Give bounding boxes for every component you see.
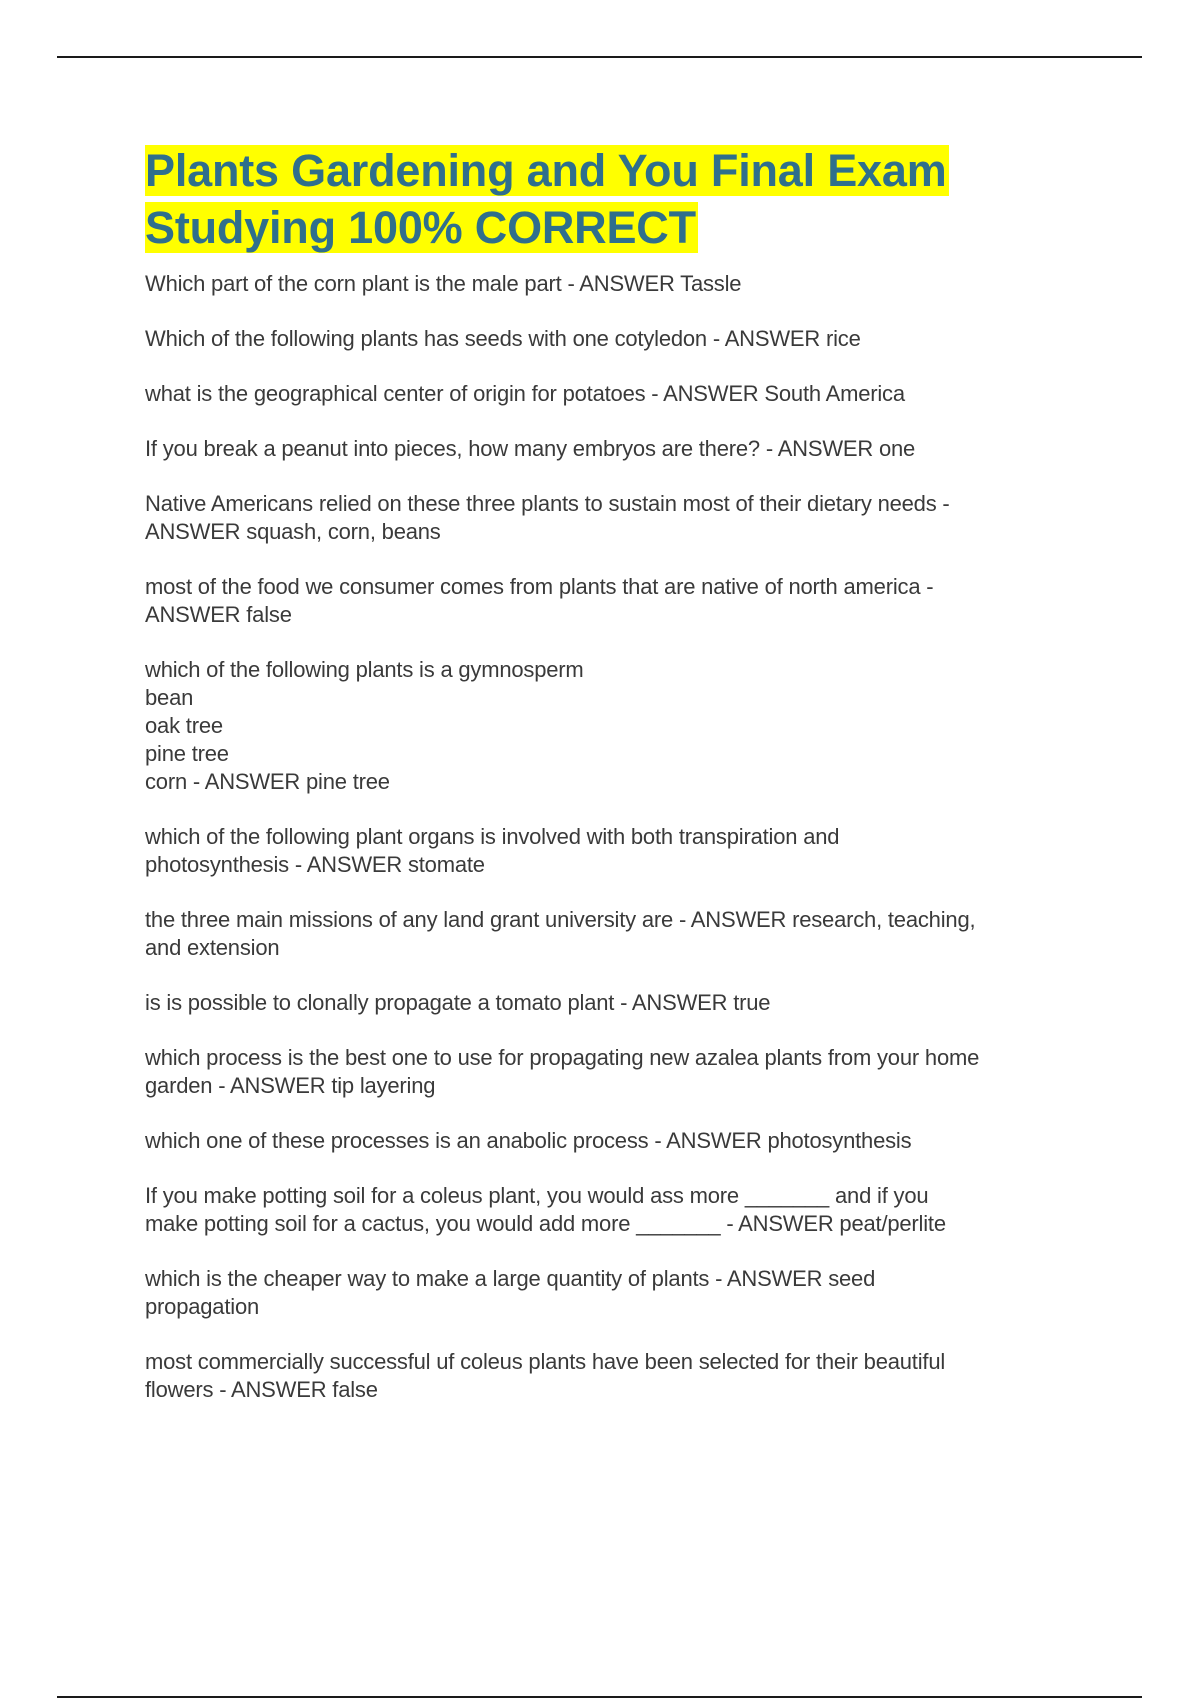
- qa-line: which of the following plant organs is involved with both transpiration and: [145, 824, 840, 849]
- qa-line: flowers - ANSWER false: [145, 1377, 378, 1402]
- qa-line: is is possible to clonally propagate a tomato plant - ANSWER true: [145, 990, 771, 1015]
- qa-line: which process is the best one to use for propagating new azalea plants from your home: [145, 1045, 980, 1070]
- qa-line: what is the geographical center of origin for potatoes - ANSWER South America: [145, 381, 905, 406]
- title-line-1: Plants Gardening and You Final Exam: [145, 145, 947, 196]
- qa-line: bean: [145, 685, 194, 710]
- qa-line: which of the following plants is a gymnosperm: [145, 657, 584, 682]
- document-body: [145, 142, 1085, 1431]
- bottom-rule: [57, 1696, 1142, 1698]
- qa-line: and extension: [145, 935, 280, 960]
- qa-item: [145, 1348, 1085, 1404]
- qa-item: [145, 989, 1085, 1017]
- top-rule: [57, 56, 1142, 58]
- qa-line: Native Americans relied on these three plants to sustain most of their dietary needs -: [145, 491, 950, 516]
- qa-line: If you make potting soil for a coleus plant, you would ass more _______ and if you: [145, 1183, 929, 1208]
- qa-line: ANSWER squash, corn, beans: [145, 519, 441, 544]
- qa-line: pine tree: [145, 741, 229, 766]
- qa-line: most commercially successful uf coleus plants have been selected for their beautiful: [145, 1349, 946, 1374]
- qa-list: [145, 270, 1085, 1404]
- qa-item: [145, 270, 1085, 298]
- qa-item: [145, 1182, 1085, 1238]
- qa-line: Which part of the corn plant is the male part - ANSWER Tassle: [145, 271, 742, 296]
- qa-item: [145, 490, 1085, 546]
- qa-item: [145, 656, 1085, 796]
- qa-item: [145, 573, 1085, 629]
- qa-item: [145, 906, 1085, 962]
- qa-item: [145, 380, 1085, 408]
- qa-item: [145, 1127, 1085, 1155]
- qa-line: oak tree: [145, 713, 223, 738]
- qa-line: Which of the following plants has seeds with one cotyledon - ANSWER rice: [145, 326, 861, 351]
- qa-item: [145, 1044, 1085, 1100]
- qa-item: [145, 1265, 1085, 1321]
- qa-line: photosynthesis - ANSWER stomate: [145, 852, 485, 877]
- qa-line: most of the food we consumer comes from plants that are native of north america -: [145, 574, 934, 599]
- qa-line: the three main missions of any land grant university are - ANSWER research, teaching,: [145, 907, 976, 932]
- title-line-2: Studying 100% CORRECT: [145, 202, 696, 253]
- qa-line: propagation: [145, 1294, 260, 1319]
- qa-line: make potting soil for a cactus, you would add more _______ - ANSWER peat/perlite: [145, 1211, 946, 1236]
- qa-line: corn - ANSWER pine tree: [145, 769, 390, 794]
- page-title: [145, 142, 1085, 256]
- qa-line: garden - ANSWER tip layering: [145, 1073, 436, 1098]
- qa-item: [145, 435, 1085, 463]
- qa-line: ANSWER false: [145, 602, 292, 627]
- qa-line: If you break a peanut into pieces, how many embryos are there? - ANSWER one: [145, 436, 916, 461]
- qa-line: which is the cheaper way to make a large quantity of plants - ANSWER seed: [145, 1266, 876, 1291]
- qa-item: [145, 823, 1085, 879]
- qa-item: [145, 325, 1085, 353]
- qa-line: which one of these processes is an anabolic process - ANSWER photosynthesis: [145, 1128, 912, 1153]
